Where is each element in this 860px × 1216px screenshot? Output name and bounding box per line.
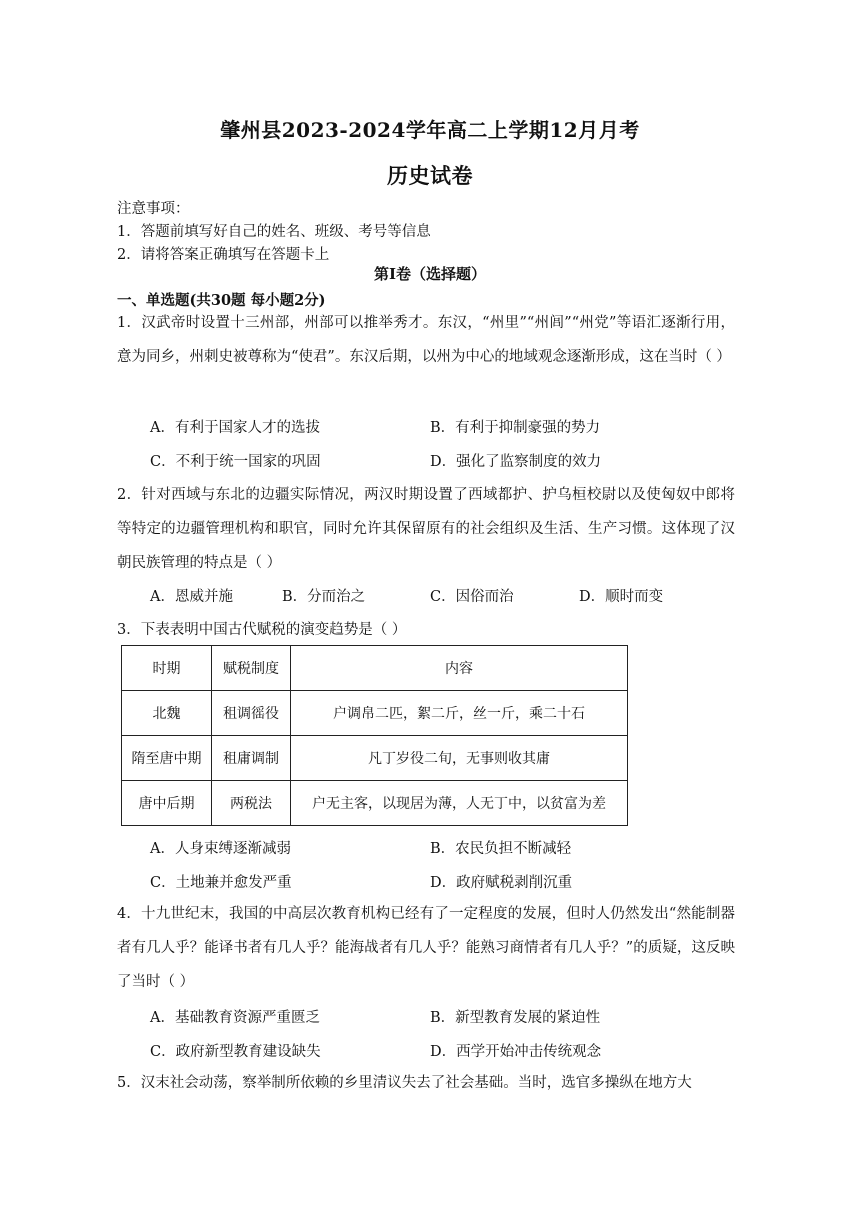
q2-option-d: D．顺时而变: [579, 589, 664, 605]
part-heading: 一、单选题(共30题 每小题2分): [117, 292, 326, 309]
table-cell: 隋至唐中期: [122, 736, 212, 781]
table-header: 内容: [291, 646, 628, 691]
q3-option-a: A．人身束缚逐渐减弱: [150, 841, 291, 857]
question-1-stem: 1．汉武帝时设置十三州部，州部可以推举秀才。东汉，“州里”“州闾”“州党”等语汇逐渐行用，意为同乡，州刺史被尊称为“使君”。东汉后期，以州为中心的地域观念逐渐形成，这在当时（ ）: [117, 315, 735, 365]
table-cell: 两税法: [212, 781, 291, 826]
q2-option-c: C．因俗而治: [430, 589, 514, 605]
table-cell: 凡丁岁役二旬，无事则收其庸: [291, 736, 628, 781]
q3-option-c: C．土地兼并愈发严重: [150, 875, 292, 891]
table-cell: 北魏: [122, 691, 212, 736]
q1-option-b: B．有利于抑制豪强的势力: [430, 420, 601, 436]
note-item: 1．答题前填写好自己的姓名、班级、考号等信息: [117, 224, 431, 240]
notes-heading: 注意事项：: [117, 201, 190, 217]
table-header-row: [122, 646, 628, 691]
table-header: 赋税制度: [212, 646, 291, 691]
q2-option-a: A．恩威并施: [150, 589, 233, 605]
q4-option-d: D．西学开始冲击传统观念: [430, 1044, 602, 1060]
question-3-stem: 3．下表表明中国古代赋税的演变趋势是（ ）: [117, 622, 407, 638]
table-header: 时期: [122, 646, 212, 691]
table-cell: 租调徭役: [212, 691, 291, 736]
q1-option-d: D．强化了监察制度的效力: [430, 454, 602, 470]
exam-subtitle: 历史试卷: [387, 163, 473, 188]
q2-option-b: B．分而治之: [282, 589, 366, 605]
q4-option-a: A．基础教育资源严重匮乏: [150, 1010, 320, 1026]
table-cell: 户调帛二匹，絮二斤，丝一斤，乘二十石: [291, 691, 628, 736]
q4-option-b: B．新型教育发展的紧迫性: [430, 1010, 601, 1026]
table-cell: 唐中后期: [122, 781, 212, 826]
table-row: [122, 781, 628, 826]
q1-option-c: C．不利于统一国家的巩固: [150, 454, 321, 470]
tax-table: [121, 645, 628, 826]
table-cell: 租庸调制: [212, 736, 291, 781]
question-5-stem: 5．汉末社会动荡，察举制所依赖的乡里清议失去了社会基础。当时，选官多操纵在地方大: [117, 1075, 692, 1091]
question-2-stem: 2．针对西域与东北的边疆实际情况，两汉时期设置了西域都护、护乌桓校尉以及使匈奴中郎将等特定的边疆管理机构和职官，同时允许其保留原有的社会组织及生活、生产习惯。这体现了汉朝民族管理的特点是（ ）: [117, 487, 735, 571]
table-row: [122, 736, 628, 781]
exam-title: 肇州县2023-2024学年高二上学期12月月考: [220, 118, 640, 142]
table-cell: 户无主客，以现居为薄，人无丁中，以贫富为差: [291, 781, 628, 826]
question-4-stem: 4．十九世纪末，我国的中高层次教育机构已经有了一定程度的发展，但时人仍然发出“然能制器者有几人乎？能译书者有几人乎？能海战者有几人乎？能熟习商情者有几人乎？”的质疑，这反映了当时（ ）: [117, 906, 735, 990]
q4-option-c: C．政府新型教育建设缺失: [150, 1044, 321, 1060]
q1-option-a: A．有利于国家人才的选拔: [150, 420, 320, 436]
note-item: 2．请将答案正确填写在答题卡上: [117, 247, 330, 263]
q3-option-b: B．农民负担不断减轻: [430, 841, 572, 857]
table-row: [122, 691, 628, 736]
q3-option-d: D．政府赋税剥削沉重: [430, 875, 573, 891]
section-title: 第Ⅰ卷（选择题）: [373, 265, 487, 283]
